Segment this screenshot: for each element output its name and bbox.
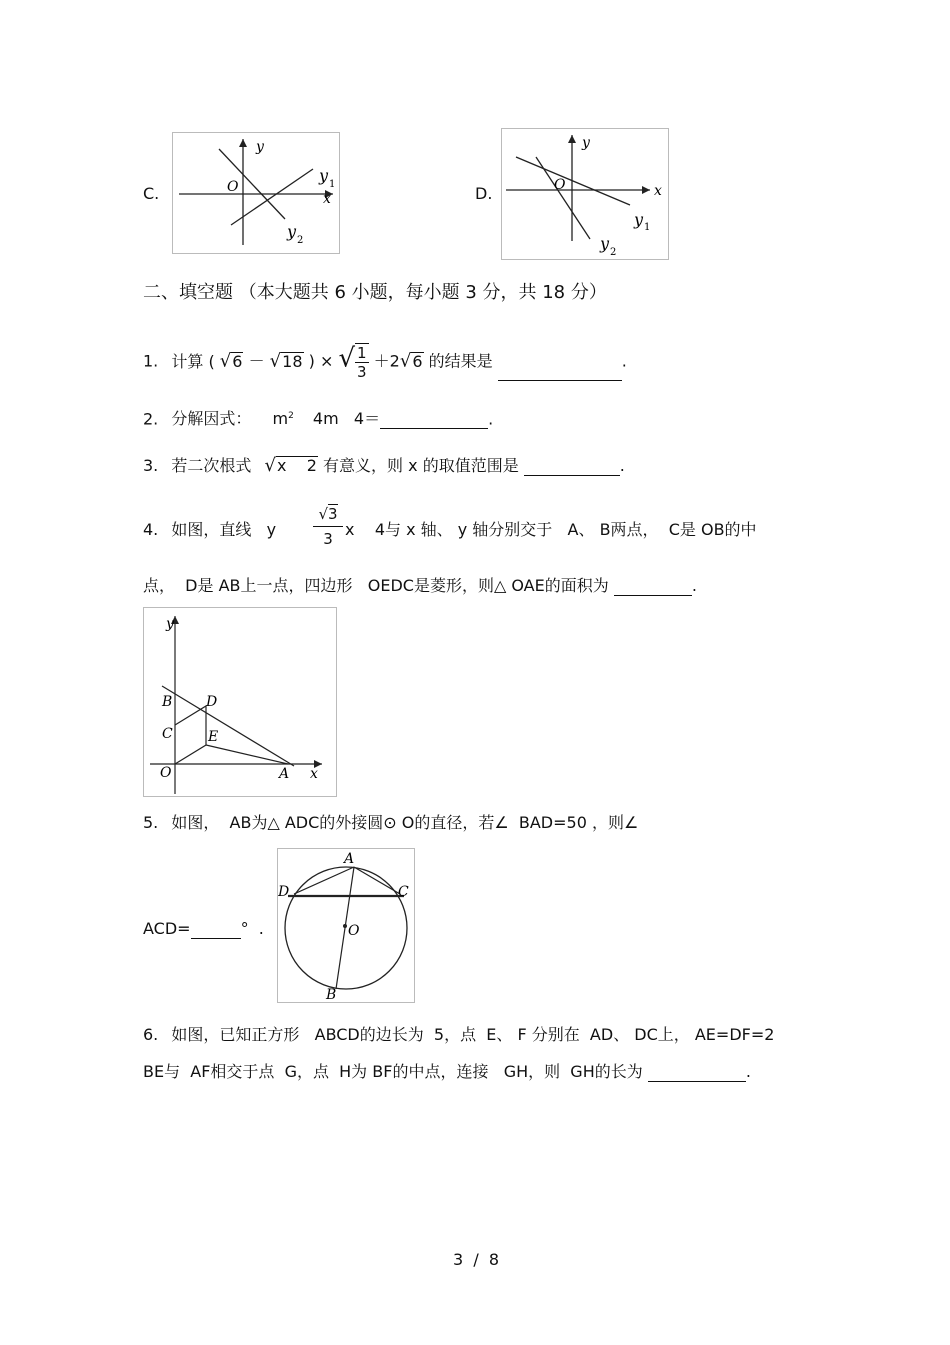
question-2 <box>143 406 493 429</box>
d-y2-label: y <box>600 234 610 253</box>
question-4-line2 <box>143 576 697 596</box>
q1-plus2: ＋2 <box>373 351 400 371</box>
option-d-graph <box>501 128 669 260</box>
q4-figure <box>143 607 337 797</box>
d-axis-x-label: x <box>654 183 662 199</box>
q5-fig-o: O <box>348 923 360 939</box>
q3-radicand: x 2 <box>276 456 317 475</box>
q2-number: 2. <box>143 409 159 429</box>
q3-text2: 有意义，则 x 的取值范围是 <box>323 456 519 475</box>
c-y2-label: y <box>287 222 297 241</box>
q1-answer-blank[interactable] <box>498 364 622 381</box>
q4-number: 4. <box>143 520 159 539</box>
q2-text: 分解因式： <box>171 409 252 429</box>
q1-sqrt6-a: 6 <box>232 351 243 371</box>
q4-frac-num: 3 <box>328 505 338 523</box>
q1-mid: ) × <box>308 351 334 371</box>
q5-fig-d: D <box>278 884 290 900</box>
q4-frac-den: 3 <box>323 530 333 548</box>
q3-end: . <box>619 456 625 475</box>
option-d-label: D. <box>475 184 493 203</box>
q5-circle-figure <box>277 848 415 1003</box>
option-c-label: C. <box>143 184 160 203</box>
question-4-line1 <box>143 520 276 540</box>
d-y1-label: y <box>634 210 644 229</box>
q2-answer-blank[interactable] <box>380 412 488 429</box>
q4-fig-e: E <box>208 729 219 745</box>
question-1: 1. 计算 ( √6 － √18 ) × √ $\frac{1}{3}$ ＋2√6 的结果是 . <box>143 343 627 381</box>
q5-degree: ° . <box>240 919 264 938</box>
q4-answer-blank[interactable] <box>614 579 692 596</box>
q6-text1: 如图，已知正方形 ABCD的边长为 5，点 E、 F 分别在 AD、 DC上， AE=DF=2 <box>171 1025 775 1044</box>
q4-fig-b: B <box>162 694 173 710</box>
c-origin-label: O <box>227 179 239 195</box>
q6-end: . <box>745 1062 751 1081</box>
q4-line2: 点， D是 AB上一点，四边形 OEDC是菱形，则△ OAE的面积为 <box>143 576 609 595</box>
q4-text2: x 4与 x 轴、 y 轴分别交于 A、 B两点， C是 OB的中 <box>345 520 757 539</box>
d-y2-sub: 2 <box>610 247 617 258</box>
option-c-graph <box>172 132 340 254</box>
q4-fig-a: A <box>279 766 290 782</box>
q5-text1: 如图， AB为△ ADC的外接圆⊙ O的直径，若∠ BAD=50 ，则∠ <box>171 813 639 832</box>
q4-fig-c: C <box>162 726 173 742</box>
section-title: 二、填空题 （本大题共 6 小题，每小题 3 分，共 18 分） <box>143 282 607 303</box>
d-axis-y-label: y <box>582 135 590 151</box>
question-5-line1 <box>143 813 638 833</box>
question-5-line2 <box>143 919 264 939</box>
q1-suffix: 的结果是 <box>428 351 493 371</box>
q1-sqrt18: 18 <box>282 351 303 371</box>
q4-fig-o: O <box>160 765 172 781</box>
q3-text1: 若二次根式 <box>171 456 252 475</box>
q2-rest: 4m 4＝ <box>312 409 381 429</box>
q3-number: 3. <box>143 456 159 475</box>
q4-fraction: √3 3 <box>313 505 343 548</box>
q3-answer-blank[interactable] <box>524 459 620 476</box>
d-y1-sub: 1 <box>644 222 651 233</box>
c-y1-sub: 1 <box>329 179 336 190</box>
q1-sqrt6-b: 6 <box>412 351 423 371</box>
q5-fig-a: A <box>344 851 355 867</box>
c-axis-x-label: x <box>323 191 331 207</box>
c-y1-label: y <box>319 166 329 185</box>
q1-number: 1. <box>143 351 159 371</box>
page-number: 3 / 8 <box>453 1250 500 1269</box>
q6-number: 6. <box>143 1025 159 1044</box>
q4-end: . <box>691 576 697 595</box>
q4-fig-d: D <box>206 694 218 710</box>
q6-answer-blank[interactable] <box>648 1065 746 1082</box>
q5-fig-c: C <box>398 884 409 900</box>
q4-fig-y: y <box>166 616 174 632</box>
q1-prefix: 计算 ( <box>171 351 215 371</box>
question-6-line2 <box>143 1062 751 1082</box>
question-3: 3. 若二次根式 √x 2 有意义，则 x 的取值范围是 . <box>143 455 625 476</box>
q2-end: . <box>488 409 494 429</box>
question-6-line1 <box>143 1025 774 1045</box>
q2-m: m <box>272 409 289 429</box>
q5-fig-b: B <box>326 987 337 1002</box>
q1-minus: － <box>248 351 265 371</box>
c-y2-sub: 2 <box>297 235 304 246</box>
q1-frac-den: 3 <box>357 363 367 381</box>
q1-end: . <box>621 351 627 371</box>
q5-answer-blank[interactable] <box>191 922 241 939</box>
c-axis-y-label: y <box>256 139 264 155</box>
q5-number: 5. <box>143 813 159 832</box>
q5-acd: ACD= <box>143 919 191 938</box>
q4-text1: 如图，直线 y <box>171 520 277 539</box>
q4-fig-x: x <box>310 766 318 782</box>
q2-sup: 2 <box>288 411 294 421</box>
q1-frac-num: 1 <box>357 344 367 362</box>
q6-line2: BE与 AF相交于点 G，点 H为 BF的中点，连接 GH，则 GH的长为 <box>143 1062 643 1081</box>
d-origin-label: O <box>554 177 566 193</box>
